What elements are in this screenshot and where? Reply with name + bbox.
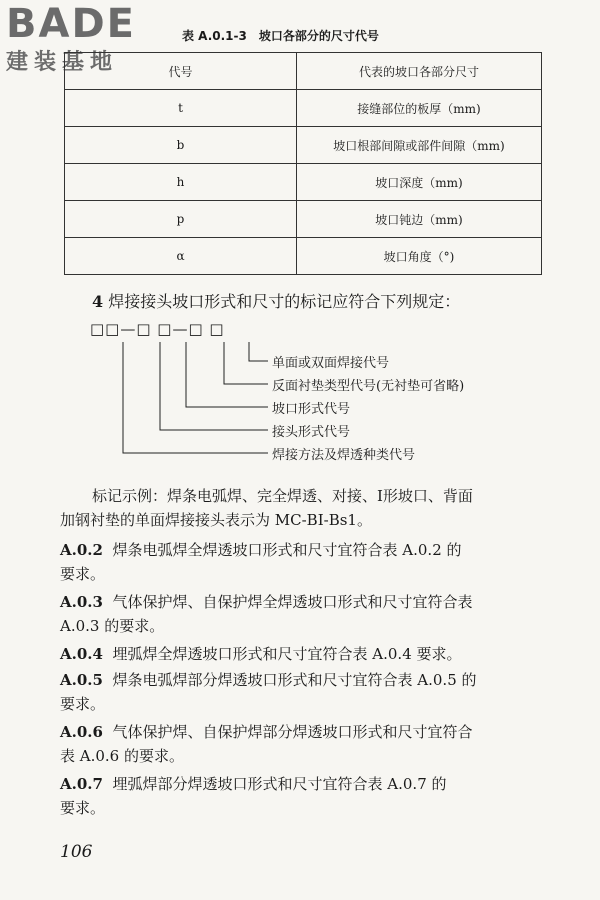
clause-text: 焊条电弧焊部分焊透坡口形式和尺寸宜符合表 A.0.5 的 [112, 671, 477, 689]
clause-a03 [60, 592, 473, 612]
table-row [65, 238, 542, 275]
leader-line-5 [123, 342, 268, 453]
diagram-label-4: 接头形式代号 [272, 425, 351, 440]
meaning-cell: 坡口角度（°) [297, 238, 542, 275]
leader-line-3 [186, 342, 268, 407]
leader-line-2 [224, 342, 268, 384]
marking-diagram [90, 320, 530, 470]
page-number: 106 [60, 842, 93, 862]
clause-a04 [60, 644, 462, 664]
code-cell: b [65, 127, 297, 164]
code-cell: t [65, 90, 297, 127]
clause-a06 [60, 722, 473, 742]
table-row [65, 201, 542, 238]
clause-number: A.0.4 [60, 645, 103, 663]
table-row [65, 164, 542, 201]
clause-number: A.0.2 [60, 541, 103, 559]
meaning-cell: 坡口深度（mm) [297, 164, 542, 201]
clause-a03-cont: A.0.3 的要求。 [60, 617, 165, 635]
clause-text: 气体保护焊、自保护焊全焊透坡口形式和尺寸宜符合表 [112, 593, 473, 611]
dimension-code-table [64, 52, 542, 275]
clause-a05 [60, 670, 477, 690]
clause-a02-cont: 要求。 [60, 565, 106, 583]
clause-number: A.0.3 [60, 593, 103, 611]
logo-subtitle: 建装基地 [6, 50, 119, 75]
clause-text: 埋弧焊部分焊透坡口形式和尺寸宜符合表 A.0.7 的 [112, 775, 447, 793]
clause-number: A.0.6 [60, 723, 103, 741]
header-cell-code: 代号 [65, 53, 297, 90]
header-cell-meaning: 代表的坡口各部分尺寸 [297, 53, 542, 90]
clause-number: A.0.7 [60, 775, 103, 793]
clause-a02 [60, 540, 462, 560]
example-line-1: 标记示例：焊条电弧焊、完全焊透、对接、Ⅰ形坡口、背面 [92, 487, 473, 505]
clause-a07 [60, 774, 447, 794]
leader-line-1 [249, 342, 268, 361]
item-4-number: 4 [92, 292, 104, 311]
code-cell: α [65, 238, 297, 275]
item-4-text: 焊接接头坡口形式和尺寸的标记应符合下列规定： [108, 292, 461, 311]
meaning-cell: 坡口钝边（mm) [297, 201, 542, 238]
diagram-label-2: 反面衬垫类型代号(无衬垫可省略) [272, 379, 465, 394]
clause-a07-cont: 要求。 [60, 799, 106, 817]
leader-line-4 [160, 342, 268, 430]
logo-brand: BADE [6, 1, 136, 47]
diagram-label-3: 坡口形式代号 [272, 402, 351, 417]
code-template: □□—□ □—□ □ [90, 320, 225, 338]
code-cell: p [65, 201, 297, 238]
table-caption: 表 A.0.1-3 坡口各部分的尺寸代号 [182, 29, 379, 43]
clause-number: A.0.5 [60, 671, 103, 689]
item-4 [92, 292, 460, 312]
table-header-row [65, 53, 542, 90]
code-cell: h [65, 164, 297, 201]
clause-text: 埋弧焊全焊透坡口形式和尺寸宜符合表 A.0.4 要求。 [112, 645, 462, 663]
clause-text: 焊条电弧焊全焊透坡口形式和尺寸宜符合表 A.0.2 的 [112, 541, 462, 559]
clause-a06-cont: 表 A.0.6 的要求。 [60, 747, 184, 765]
meaning-cell: 坡口根部间隙或部件间隙（mm) [297, 127, 542, 164]
meaning-cell: 接缝部位的板厚（mm) [297, 90, 542, 127]
clause-text: 气体保护焊、自保护焊部分焊透坡口形式和尺寸宜符合 [112, 723, 473, 741]
table-row [65, 127, 542, 164]
clause-a05-cont: 要求。 [60, 695, 106, 713]
diagram-label-1: 单面或双面焊接代号 [272, 356, 390, 371]
diagram-label-5: 焊接方法及焊透种类代号 [272, 448, 416, 463]
table-row [65, 90, 542, 127]
example-line-2: 加钢衬垫的单面焊接接头表示为 MC-BⅠ-Bs1。 [60, 511, 372, 529]
